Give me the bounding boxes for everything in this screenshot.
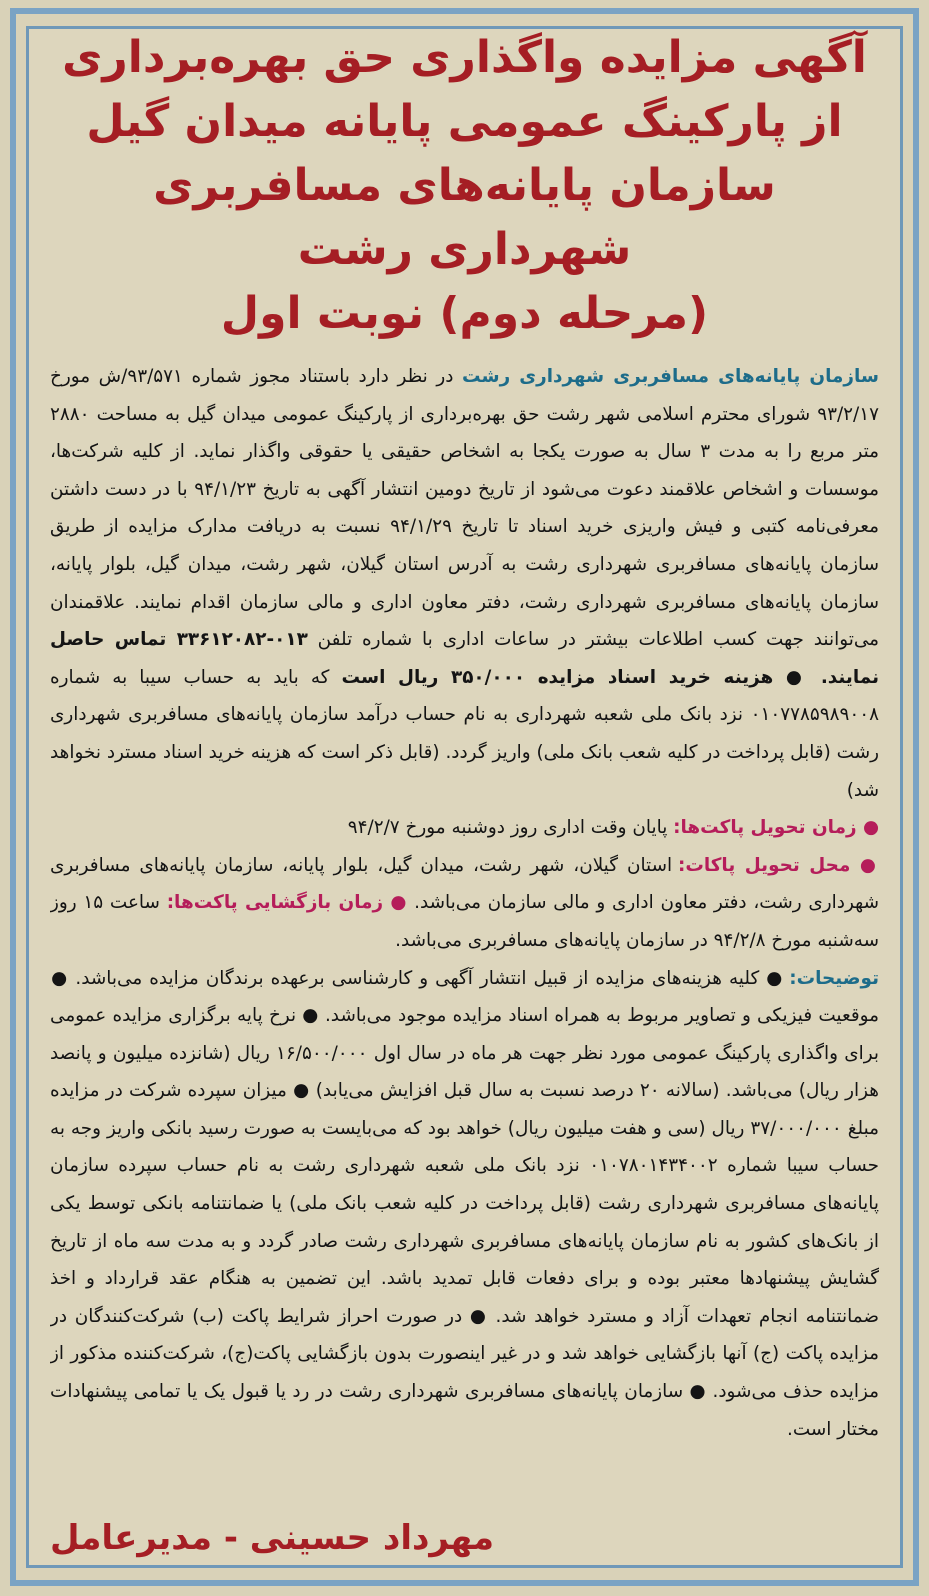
delivery-time-text: پایان وقت اداری روز دوشنبه مورخ ۹۴/۲/۷ bbox=[347, 817, 674, 839]
title-line-4: (مرحله دوم) نوبت اول bbox=[220, 288, 709, 339]
fee-account-text: که باید به حساب سیبا به شماره ۰۱۰۷۷۸۵۹۸۹۰۰۸ نزد بانک ملی شعبه شهرداری به نام حساب درآمد سازمان پایانه‌های مسافربری شهرداری رشت (قابل پرداخت در کلیه شعب بانک ملی) واریز گردد. (قابل ذکر است که هزینه خرید اسناد مسترد نخواهد شد) bbox=[50, 666, 879, 801]
delivery-place-label: ● محل تحویل پاکات: bbox=[677, 854, 879, 876]
phone-and-fee-text: ۰۱۳-۳۳۶۱۲۰۸۲ تماس حاصل نمایند. ● هزینه خرید اسناد مزایده ۳۵۰/۰۰۰ ریال است bbox=[50, 629, 879, 688]
explanations-label: توضیحات: bbox=[789, 967, 879, 989]
opening-time-text: ساعت ۱۵ روز سه‌شنبه مورخ ۹۴/۲/۸ در سازمان پایانه‌های مسافربری می‌باشد. bbox=[50, 892, 879, 951]
intro-text: در نظر دارد باستناد مجوز شماره ۹۳/۵۷۱/ش مورخ ۹۳/۲/۱۷ شورای محترم اسلامی شهر رشت حق بهره‌برداری از پارکینگ عمومی میدان گیل به مساحت ۲۸۸۰ متر مربع را به مدت ۳ سال به صورت یکجا به اشخاص حقیقی یا حقوقی واگذار نماید. از کلیه شرکت‌ها، موسسات و اشخاص علاقمند دعوت می‌شود از تاریخ دومین انتشار آگهی به تاریخ ۹۴/۱/۲۳ با در دست داشتن معرفی‌نامه کتبی و فیش واریزی خرید اسناد تا تاریخ ۹۴/۱/۲۹ نسبت به دریافت مدارک مزایده از طریق سازمان پایانه‌های مسافربری شهرداری رشت به آدرس استان گیلان، شهر رشت، میدان گیل، بلوار پایانه، سازمان پایانه‌های مسافربری شهرداری رشت، دفتر معاون اداری و مالی سازمان اقدام نمایند. علاقمندان می‌توانند جهت کسب اطلاعات بیشتر در ساعات اداری با شماره تلفن bbox=[50, 366, 879, 651]
explanations-text: ● کلیه هزینه‌های مزایده از قبیل انتشار آگهی و کارشناسی برعهده برندگان مزایده می‌باشد. ● موقعیت فیزیکی و تصاویر مربوط به همراه اسناد مزایده موجود می‌باشد. ● نرخ پایه برگزاری مزایده عمومی برای واگذاری پارکینگ عمومی مورد نظر جهت هر ماه در سال اول ۱۶/۵۰۰/۰۰۰ ریال (شانزده میلیون و پانصد هزار ریال) می‌باشد. (سالانه ۲۰ درصد نسبت به سال قبل افزایش می‌یابد) ● میزان سپرده شرکت در مزایده مبلغ ۳۷/۰۰۰/۰۰۰ ریال (سی و هفت میلیون ریال) خواهد بود که می‌بایست به صورت رسید بانکی واریز وجه به حساب سیبا شماره ۰۱۰۷۸۰۱۴۳۴۰۰۲ نزد بانک ملی شعبه شهرداری رشت به نام حساب سپرده سازمان پایانه‌های مسافربری شهرداری رشت (قابل پرداخت در کلیه شعب بانک ملی) یا ضمانتنامه بانکی توسط یکی از بانک‌های کشور به نام سازمان پایانه‌های مسافربری شهرداری رشت صادر گردد و به مدت سه ماه از تاریخ گشایش پیشنهادها معتبر بوده و برای دفعات قابل تمدید باشد. این تضمین به هنگام عقد قرارداد و اخذ ضمانتنامه انجام تعهدات آزاد و مسترد خواهد شد. ● در صورت احراز شرایط پاکت (ب) شرکت‌کنندگان در مزایده پاکت (ج) آنها بازگشایی خواهد شد و در غیر اینصورت بدون بازگشایی پاکت(ج)، شرکت‌کننده مذکور از مزایده حذف می‌شود. ● سازمان پایانه‌های مسافربری شهرداری رشت در رد یا قبول یک یا تمامی پیشنهادات مختار است. bbox=[50, 967, 879, 1440]
title-line-2: از پارکینگ عمومی پایانه میدان گیل bbox=[86, 96, 843, 147]
signature: مهرداد حسینی - مدیرعامل bbox=[50, 1518, 495, 1558]
opening-time-label: ● زمان بازگشایی پاکت‌ها: bbox=[166, 892, 408, 914]
notice-title bbox=[50, 26, 879, 346]
delivery-time-label: ● زمان تحویل پاکت‌ها: bbox=[673, 817, 879, 839]
notice-content bbox=[50, 26, 879, 1566]
organization-name: سازمان پایانه‌های مسافربری شهرداری رشت bbox=[462, 366, 879, 387]
notice-body bbox=[50, 358, 879, 1448]
delivery-place-text: استان گیلان، شهر رشت، میدان گیل، بلوار پایانه، سازمان پایانه‌های مسافربری شهرداری رشت، دفتر معاون اداری و مالی سازمان می‌باشد. bbox=[50, 854, 879, 914]
title-line-3: سازمان پایانه‌های مسافربری شهرداری رشت bbox=[153, 160, 776, 275]
title-line-1: آگهی مزایده واگذاری حق بهره‌برداری bbox=[62, 32, 867, 83]
